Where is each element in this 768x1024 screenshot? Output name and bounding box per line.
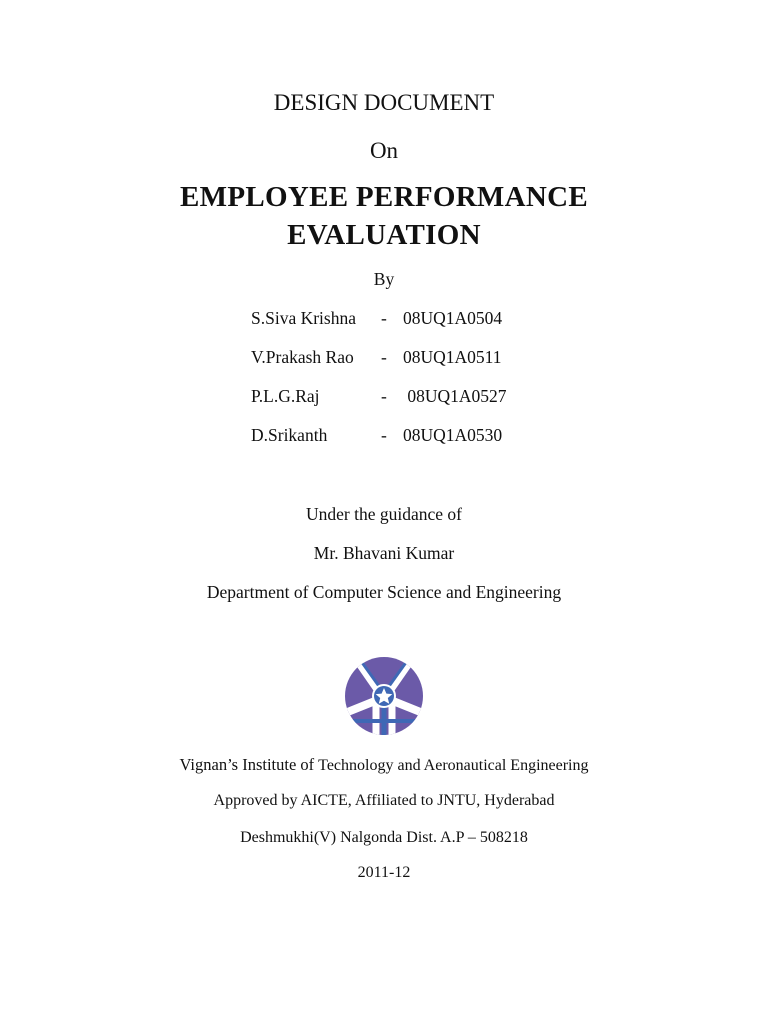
member-name: D.Srikanth bbox=[251, 425, 328, 445]
member-roll-number: 08UQ1A0527 bbox=[403, 386, 507, 406]
approval-line: Approved by AICTE, Affiliated to JNTU, Hyderabad bbox=[213, 792, 555, 809]
institute-name bbox=[0, 755, 768, 775]
member-row bbox=[0, 386, 768, 410]
department-name: Department of Computer Science and Engineering bbox=[206, 582, 562, 602]
member-roll-number: 08UQ1A0530 bbox=[403, 425, 503, 445]
guidance-label: Under the guidance of bbox=[306, 504, 462, 524]
institute-name-rest: Technology and Aeronautical Engineering bbox=[318, 757, 589, 774]
project-title-line-2: EVALUATION bbox=[287, 219, 481, 251]
member-separator: - bbox=[381, 308, 387, 328]
document-type: DESIGN DOCUMENT bbox=[273, 90, 495, 115]
member-separator: - bbox=[381, 386, 387, 406]
institute-emblem-icon bbox=[343, 655, 425, 737]
member-name: V.Prakash Rao bbox=[251, 347, 354, 367]
institute-name-prefix: Vignan’s Institute of bbox=[179, 755, 315, 774]
member-row bbox=[0, 425, 768, 449]
member-roll-number: 08UQ1A0504 bbox=[403, 308, 503, 328]
member-name: S.Siva Krishna bbox=[251, 308, 356, 328]
project-title-line-1: EMPLOYEE PERFORMANCE bbox=[180, 181, 588, 213]
on-label: On bbox=[369, 138, 399, 163]
member-separator: - bbox=[381, 425, 387, 445]
member-row bbox=[0, 308, 768, 332]
by-label: By bbox=[373, 269, 395, 289]
guide-name: Mr. Bhavani Kumar bbox=[313, 543, 455, 563]
member-row bbox=[0, 347, 768, 371]
address-line: Deshmukhi(V) Nalgonda Dist. A.P – 508218 bbox=[240, 829, 528, 846]
academic-year: 2011-12 bbox=[357, 864, 411, 881]
member-separator: - bbox=[381, 347, 387, 367]
member-name: P.L.G.Raj bbox=[251, 386, 320, 406]
member-roll-number: 08UQ1A0511 bbox=[403, 347, 502, 367]
